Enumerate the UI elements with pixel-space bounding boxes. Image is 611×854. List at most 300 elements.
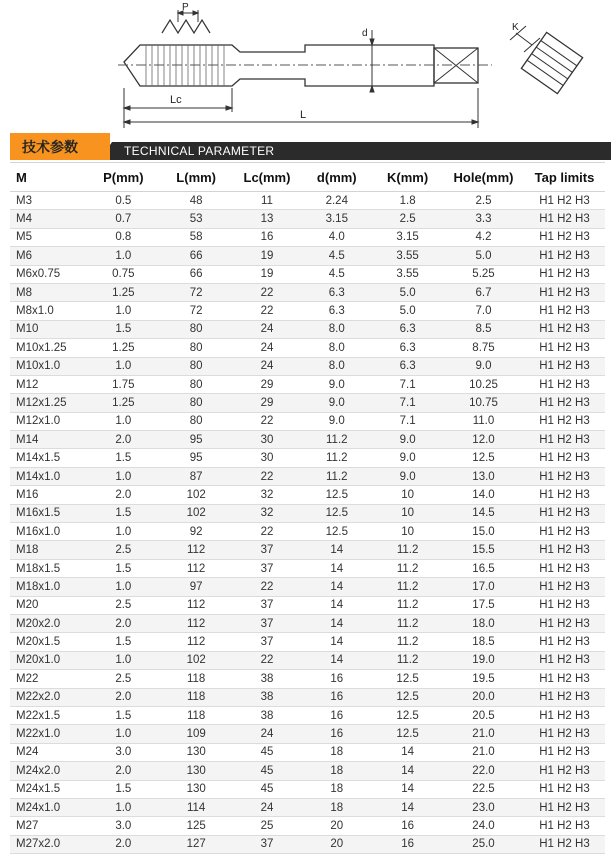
- table-cell: 112: [160, 559, 233, 577]
- table-cell: 2.5: [443, 192, 524, 210]
- table-cell: 8.5: [443, 320, 524, 338]
- table-row: [10, 670, 605, 688]
- table-cell: 118: [160, 670, 233, 688]
- table-cell: 80: [160, 320, 233, 338]
- table-cell: M16x1.5: [10, 504, 87, 522]
- table-cell: 80: [160, 339, 233, 357]
- table-row: [10, 688, 605, 706]
- table-cell: H1 H2 H3: [524, 192, 605, 210]
- table-cell: H1 H2 H3: [524, 394, 605, 412]
- column-header: M: [10, 163, 87, 192]
- table-cell: 29: [233, 394, 302, 412]
- table-cell: 19.5: [443, 670, 524, 688]
- table-cell: 3.0: [87, 817, 160, 835]
- table-cell: 22: [233, 578, 302, 596]
- table-cell: 1.75: [87, 375, 160, 393]
- table-cell: 7.1: [372, 375, 443, 393]
- table-cell: 6.3: [372, 320, 443, 338]
- table-cell: M20: [10, 596, 87, 614]
- table-row: [10, 541, 605, 559]
- table-cell: 6.3: [301, 302, 372, 320]
- table-cell: 24: [233, 798, 302, 816]
- table-cell: 19.0: [443, 651, 524, 669]
- table-cell: M22x2.0: [10, 688, 87, 706]
- table-cell: 66: [160, 247, 233, 265]
- table-cell: 0.7: [87, 210, 160, 228]
- table-cell: 22: [233, 467, 302, 485]
- table-cell: 18: [301, 798, 372, 816]
- table-cell: 112: [160, 614, 233, 632]
- table-row: [10, 578, 605, 596]
- table-cell: 24.0: [443, 817, 524, 835]
- table-row: [10, 523, 605, 541]
- table-cell: 11.2: [372, 559, 443, 577]
- table-cell: 7.1: [372, 394, 443, 412]
- table-cell: 80: [160, 375, 233, 393]
- table-cell: 11.2: [301, 431, 372, 449]
- table-row: [10, 486, 605, 504]
- table-cell: 102: [160, 651, 233, 669]
- table-cell: 12.5: [443, 449, 524, 467]
- table-cell: 1.25: [87, 394, 160, 412]
- column-header: Hole(mm): [443, 163, 524, 192]
- table-cell: M10x1.25: [10, 339, 87, 357]
- table-cell: 2.0: [87, 431, 160, 449]
- table-cell: 18: [301, 762, 372, 780]
- table-row: [10, 596, 605, 614]
- table-cell: M24x2.0: [10, 762, 87, 780]
- table-cell: 12.5: [301, 523, 372, 541]
- table-cell: 53: [160, 210, 233, 228]
- table-cell: 20: [301, 835, 372, 853]
- table-cell: 32: [233, 504, 302, 522]
- table-cell: 2.5: [87, 596, 160, 614]
- table-cell: M22x1.0: [10, 725, 87, 743]
- table-cell: H1 H2 H3: [524, 762, 605, 780]
- table-row: [10, 412, 605, 430]
- table-cell: 3.55: [372, 247, 443, 265]
- table-cell: 1.0: [87, 725, 160, 743]
- table-cell: 8.0: [301, 320, 372, 338]
- table-cell: H1 H2 H3: [524, 486, 605, 504]
- table-cell: 66: [160, 265, 233, 283]
- table-cell: 6.3: [372, 357, 443, 375]
- table-cell: 2.5: [87, 541, 160, 559]
- table-cell: 1.8: [372, 192, 443, 210]
- table-cell: 4.2: [443, 228, 524, 246]
- table-cell: 0.75: [87, 265, 160, 283]
- table-cell: H1 H2 H3: [524, 339, 605, 357]
- table-cell: H1 H2 H3: [524, 449, 605, 467]
- table-cell: M20x1.0: [10, 651, 87, 669]
- table-cell: H1 H2 H3: [524, 817, 605, 835]
- table-cell: 24: [233, 725, 302, 743]
- table-cell: 21.0: [443, 743, 524, 761]
- table-cell: 1.5: [87, 706, 160, 724]
- table-cell: M22: [10, 670, 87, 688]
- column-header: K(mm): [372, 163, 443, 192]
- table-cell: 38: [233, 706, 302, 724]
- table-cell: 12.5: [372, 706, 443, 724]
- table-cell: 11: [233, 192, 302, 210]
- table-cell: 1.5: [87, 449, 160, 467]
- table-cell: 16: [301, 725, 372, 743]
- table-cell: H1 H2 H3: [524, 743, 605, 761]
- table-cell: M18x1.0: [10, 578, 87, 596]
- table-cell: 14: [301, 633, 372, 651]
- table-cell: 22: [233, 412, 302, 430]
- table-cell: H1 H2 H3: [524, 633, 605, 651]
- table-cell: 8.0: [301, 357, 372, 375]
- table-cell: 25: [233, 817, 302, 835]
- column-header: Lc(mm): [233, 163, 302, 192]
- table-cell: 1.0: [87, 357, 160, 375]
- table-cell: 11.2: [372, 578, 443, 596]
- table-row: [10, 835, 605, 853]
- table-cell: H1 H2 H3: [524, 614, 605, 632]
- table-cell: H1 H2 H3: [524, 504, 605, 522]
- total-length-label: L: [300, 109, 307, 121]
- table-cell: 6.3: [301, 283, 372, 301]
- table-cell: 5.25: [443, 265, 524, 283]
- table-cell: 32: [233, 486, 302, 504]
- table-row: [10, 762, 605, 780]
- table-cell: H1 H2 H3: [524, 412, 605, 430]
- table-cell: 2.0: [87, 835, 160, 853]
- thread-length-label: Lc: [170, 94, 182, 106]
- table-cell: 18: [301, 743, 372, 761]
- table-cell: 11.0: [443, 412, 524, 430]
- table-cell: 45: [233, 743, 302, 761]
- table-cell: H1 H2 H3: [524, 523, 605, 541]
- table-cell: 14: [301, 578, 372, 596]
- table-cell: M8x1.0: [10, 302, 87, 320]
- table-row: [10, 431, 605, 449]
- table-cell: 21.0: [443, 725, 524, 743]
- table-cell: H1 H2 H3: [524, 320, 605, 338]
- table-cell: 3.15: [301, 210, 372, 228]
- table-cell: 16: [372, 835, 443, 853]
- table-cell: H1 H2 H3: [524, 559, 605, 577]
- table-cell: 24: [233, 357, 302, 375]
- table-cell: 10.25: [443, 375, 524, 393]
- table-cell: 48: [160, 192, 233, 210]
- banner-english-title: TECHNICAL PARAMETER: [124, 144, 275, 158]
- table-cell: 8.75: [443, 339, 524, 357]
- table-cell: 2.24: [301, 192, 372, 210]
- table-cell: 25.0: [443, 835, 524, 853]
- table-cell: 0.8: [87, 228, 160, 246]
- table-cell: H1 H2 H3: [524, 688, 605, 706]
- table-cell: H1 H2 H3: [524, 357, 605, 375]
- table-cell: 1.0: [87, 412, 160, 430]
- table-cell: 20: [301, 817, 372, 835]
- table-cell: 22: [233, 302, 302, 320]
- table-cell: 45: [233, 780, 302, 798]
- table-cell: H1 H2 H3: [524, 541, 605, 559]
- table-row: [10, 504, 605, 522]
- table-cell: 9.0: [372, 449, 443, 467]
- table-cell: 30: [233, 449, 302, 467]
- table-cell: 2.0: [87, 688, 160, 706]
- table-cell: 112: [160, 541, 233, 559]
- table-cell: M14: [10, 431, 87, 449]
- table-cell: 14: [301, 559, 372, 577]
- table-cell: 127: [160, 835, 233, 853]
- table-cell: H1 H2 H3: [524, 651, 605, 669]
- table-cell: 112: [160, 596, 233, 614]
- table-cell: 72: [160, 283, 233, 301]
- table-cell: 37: [233, 559, 302, 577]
- table-cell: 97: [160, 578, 233, 596]
- table-cell: 10.75: [443, 394, 524, 412]
- table-cell: 16: [301, 670, 372, 688]
- table-row: [10, 283, 605, 301]
- table-cell: M14x1.0: [10, 467, 87, 485]
- table-cell: 20.0: [443, 688, 524, 706]
- table-cell: 38: [233, 688, 302, 706]
- banner-orange-tab: [10, 133, 110, 160]
- table-row: [10, 559, 605, 577]
- table-cell: 7.1: [372, 412, 443, 430]
- table-cell: 130: [160, 780, 233, 798]
- table-row: [10, 339, 605, 357]
- table-cell: 30: [233, 431, 302, 449]
- table-cell: 6.7: [443, 283, 524, 301]
- table-cell: 11.2: [372, 651, 443, 669]
- table-cell: 12.5: [301, 486, 372, 504]
- table-cell: M22x1.5: [10, 706, 87, 724]
- table-cell: M18: [10, 541, 87, 559]
- table-cell: 38: [233, 670, 302, 688]
- table-cell: 3.15: [372, 228, 443, 246]
- table-cell: M14x1.5: [10, 449, 87, 467]
- table-cell: 112: [160, 633, 233, 651]
- table-cell: M12x1.25: [10, 394, 87, 412]
- table-cell: 95: [160, 431, 233, 449]
- table-cell: 14: [301, 596, 372, 614]
- table-cell: 12.5: [372, 670, 443, 688]
- table-cell: H1 H2 H3: [524, 835, 605, 853]
- table-cell: M20x2.0: [10, 614, 87, 632]
- table-cell: M6: [10, 247, 87, 265]
- table-row: [10, 817, 605, 835]
- table-cell: 1.0: [87, 578, 160, 596]
- parameter-table: [10, 162, 605, 854]
- table-cell: M24x1.5: [10, 780, 87, 798]
- table-cell: 16: [301, 706, 372, 724]
- table-cell: 13.0: [443, 467, 524, 485]
- table-cell: 130: [160, 743, 233, 761]
- table-cell: 23.0: [443, 798, 524, 816]
- table-cell: 1.0: [87, 247, 160, 265]
- table-cell: 14: [301, 541, 372, 559]
- table-cell: 1.5: [87, 504, 160, 522]
- table-cell: 0.5: [87, 192, 160, 210]
- table-cell: 5.0: [443, 247, 524, 265]
- table-cell: 125: [160, 817, 233, 835]
- table-cell: 114: [160, 798, 233, 816]
- table-cell: 12.5: [372, 688, 443, 706]
- table-cell: 5.0: [372, 302, 443, 320]
- table-row: [10, 394, 605, 412]
- table-cell: H1 H2 H3: [524, 798, 605, 816]
- table-cell: 14: [372, 743, 443, 761]
- table-cell: H1 H2 H3: [524, 706, 605, 724]
- table-cell: 11.2: [301, 467, 372, 485]
- table-cell: M4: [10, 210, 87, 228]
- table-cell: M16x1.0: [10, 523, 87, 541]
- table-cell: 10: [372, 504, 443, 522]
- table-row: [10, 320, 605, 338]
- table-cell: H1 H2 H3: [524, 780, 605, 798]
- table-row: [10, 375, 605, 393]
- table-cell: M27: [10, 817, 87, 835]
- table-row: [10, 725, 605, 743]
- column-header: Tap limits: [524, 163, 605, 192]
- table-cell: 14: [301, 614, 372, 632]
- table-cell: 37: [233, 541, 302, 559]
- table-cell: 15.0: [443, 523, 524, 541]
- table-cell: 12.0: [443, 431, 524, 449]
- table-cell: 9.0: [301, 412, 372, 430]
- table-cell: M8: [10, 283, 87, 301]
- table-cell: 9.0: [443, 357, 524, 375]
- table-cell: 10: [372, 486, 443, 504]
- table-row: [10, 449, 605, 467]
- tap-technical-drawing: [0, 0, 611, 132]
- table-row: [10, 798, 605, 816]
- table-row: [10, 302, 605, 320]
- banner-chinese-title: 技术参数: [22, 140, 78, 156]
- column-header: d(mm): [301, 163, 372, 192]
- table-cell: 14: [372, 762, 443, 780]
- table-row: [10, 247, 605, 265]
- table-cell: M12x1.0: [10, 412, 87, 430]
- table-cell: M12: [10, 375, 87, 393]
- table-cell: M10x1.0: [10, 357, 87, 375]
- table-row: [10, 651, 605, 669]
- table-cell: H1 H2 H3: [524, 228, 605, 246]
- table-cell: H1 H2 H3: [524, 302, 605, 320]
- table-cell: 9.0: [372, 431, 443, 449]
- table-cell: 17.5: [443, 596, 524, 614]
- table-cell: 1.0: [87, 523, 160, 541]
- table-cell: M5: [10, 228, 87, 246]
- table-cell: 13: [233, 210, 302, 228]
- table-cell: 17.0: [443, 578, 524, 596]
- table-cell: 1.25: [87, 283, 160, 301]
- table-cell: 18.5: [443, 633, 524, 651]
- table-cell: 102: [160, 504, 233, 522]
- table-cell: 3.3: [443, 210, 524, 228]
- table-cell: 22: [233, 651, 302, 669]
- table-row: [10, 228, 605, 246]
- table-cell: 24: [233, 320, 302, 338]
- table-cell: H1 H2 H3: [524, 596, 605, 614]
- table-cell: M10: [10, 320, 87, 338]
- table-row: [10, 467, 605, 485]
- table-cell: 1.25: [87, 339, 160, 357]
- table-cell: 80: [160, 357, 233, 375]
- table-cell: 37: [233, 633, 302, 651]
- table-cell: 6.3: [372, 339, 443, 357]
- table-header-row: [10, 163, 605, 192]
- table-cell: 80: [160, 412, 233, 430]
- pitch-label: P: [182, 2, 189, 13]
- table-cell: 24: [233, 339, 302, 357]
- table-cell: 19: [233, 265, 302, 283]
- table-cell: 14: [301, 651, 372, 669]
- table-cell: H1 H2 H3: [524, 375, 605, 393]
- table-cell: 45: [233, 762, 302, 780]
- table-cell: 4.5: [301, 247, 372, 265]
- square-size-label: K: [512, 22, 519, 33]
- table-cell: M27x2.0: [10, 835, 87, 853]
- table-cell: 8.0: [301, 339, 372, 357]
- table-cell: H1 H2 H3: [524, 670, 605, 688]
- table-cell: 16.5: [443, 559, 524, 577]
- table-cell: H1 H2 H3: [524, 265, 605, 283]
- table-cell: 4.0: [301, 228, 372, 246]
- table-cell: M18x1.5: [10, 559, 87, 577]
- table-cell: 1.0: [87, 798, 160, 816]
- table-cell: 87: [160, 467, 233, 485]
- table-cell: M6x0.75: [10, 265, 87, 283]
- table-cell: 20.5: [443, 706, 524, 724]
- table-cell: 11.2: [372, 614, 443, 632]
- table-cell: M24: [10, 743, 87, 761]
- table-cell: M16: [10, 486, 87, 504]
- banner-dark-bar: [100, 142, 611, 160]
- table-cell: 19: [233, 247, 302, 265]
- table-cell: 14.0: [443, 486, 524, 504]
- table-cell: 2.0: [87, 614, 160, 632]
- table-cell: 22.0: [443, 762, 524, 780]
- table-cell: 16: [372, 817, 443, 835]
- table-cell: 130: [160, 762, 233, 780]
- table-cell: 9.0: [301, 375, 372, 393]
- table-cell: 80: [160, 394, 233, 412]
- table-cell: M20x1.5: [10, 633, 87, 651]
- table-cell: 9.0: [301, 394, 372, 412]
- table-row: [10, 614, 605, 632]
- section-banner: [0, 133, 611, 160]
- table-cell: 37: [233, 596, 302, 614]
- table-row: [10, 706, 605, 724]
- table-cell: 2.5: [372, 210, 443, 228]
- table-cell: M24x1.0: [10, 798, 87, 816]
- table-cell: 22: [233, 523, 302, 541]
- table-cell: 14.5: [443, 504, 524, 522]
- table-cell: 16: [233, 228, 302, 246]
- table-cell: 11.2: [372, 633, 443, 651]
- table-cell: 14: [372, 798, 443, 816]
- table-cell: 18.0: [443, 614, 524, 632]
- table-cell: 37: [233, 614, 302, 632]
- table-cell: 5.0: [372, 283, 443, 301]
- table-cell: 102: [160, 486, 233, 504]
- table-cell: 1.5: [87, 320, 160, 338]
- table-cell: 1.0: [87, 651, 160, 669]
- table-cell: 92: [160, 523, 233, 541]
- table-cell: 1.5: [87, 780, 160, 798]
- table-cell: 2.0: [87, 762, 160, 780]
- table-cell: H1 H2 H3: [524, 210, 605, 228]
- table-cell: 2.0: [87, 486, 160, 504]
- table-cell: 12.5: [372, 725, 443, 743]
- diameter-label: d: [362, 28, 368, 39]
